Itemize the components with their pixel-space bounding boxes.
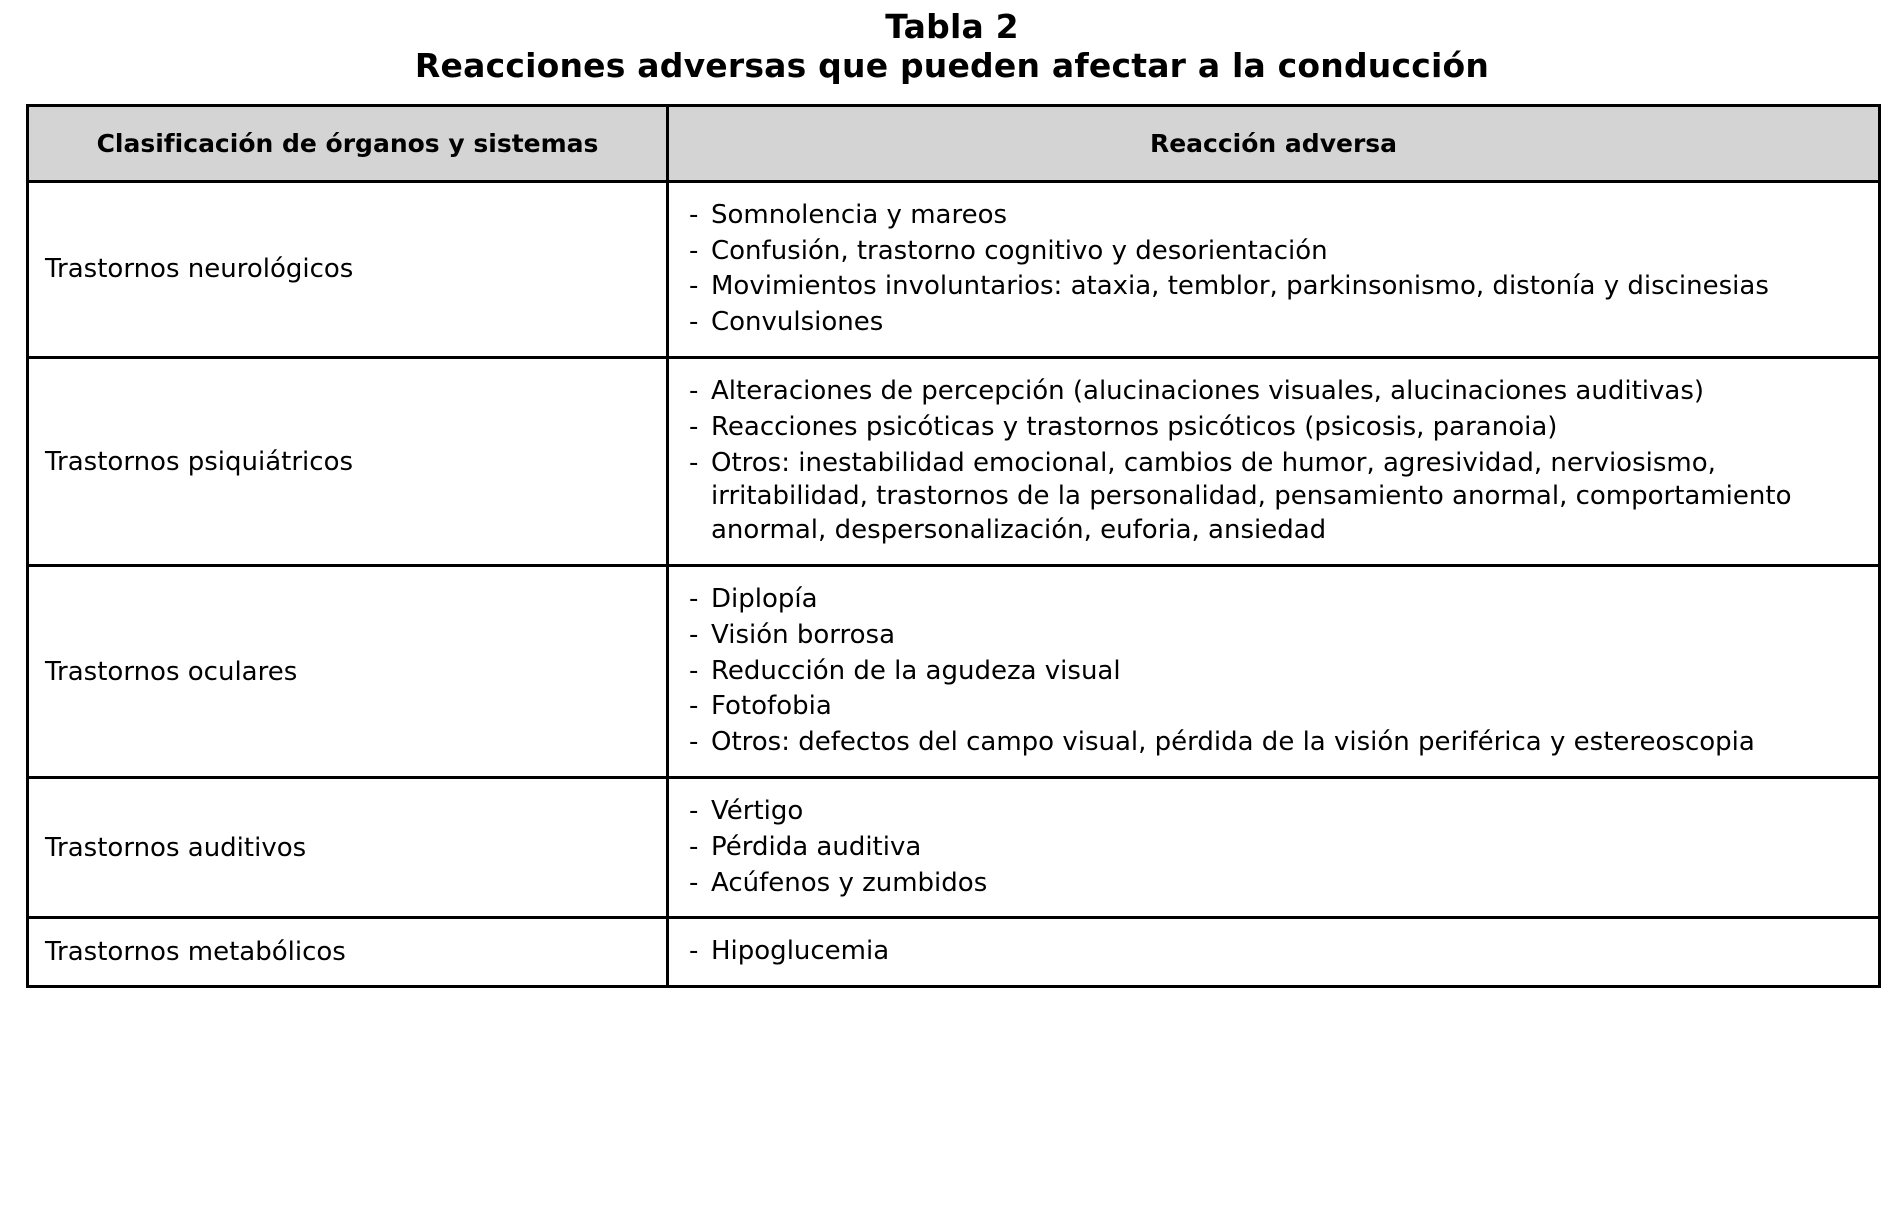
table-title-number: Tabla 2 bbox=[885, 7, 1019, 46]
list-item: - Confusión, trastorno cognitivo y desorientación bbox=[685, 235, 1862, 269]
list-item: - Vértigo bbox=[685, 795, 1862, 829]
list-item: - Alteraciones de percepción (alucinaciones visuales, alucinaciones auditivas) bbox=[685, 375, 1862, 409]
list-item: - Convulsiones bbox=[685, 306, 1862, 340]
table-row bbox=[28, 566, 1880, 778]
cell-classification: Trastornos auditivos bbox=[28, 778, 668, 918]
reaction-list bbox=[685, 795, 1862, 900]
table-row bbox=[28, 358, 1880, 566]
list-item: - Reacciones psicóticas y trastornos psicóticos (psicosis, paranoia) bbox=[685, 411, 1862, 445]
list-item: - Diplopía bbox=[685, 583, 1862, 617]
list-item: - Pérdida auditiva bbox=[685, 831, 1862, 865]
cell-reactions bbox=[668, 918, 1880, 987]
list-item: - Reducción de la agudeza visual bbox=[685, 655, 1862, 689]
table-header-row bbox=[28, 105, 1880, 181]
list-item: - Acúfenos y zumbidos bbox=[685, 867, 1862, 901]
table-title bbox=[26, 8, 1878, 86]
list-item: - Visión borrosa bbox=[685, 619, 1862, 653]
reaction-list bbox=[685, 935, 1862, 969]
reaction-list bbox=[685, 375, 1862, 548]
list-item: - Somnolencia y mareos bbox=[685, 199, 1862, 233]
reaction-list bbox=[685, 583, 1862, 760]
cell-reactions bbox=[668, 566, 1880, 778]
list-item: - Fotofobia bbox=[685, 690, 1862, 724]
list-item: - Otros: defectos del campo visual, pérdida de la visión periférica y estereoscopia bbox=[685, 726, 1862, 760]
table-row bbox=[28, 918, 1880, 987]
cell-classification: Trastornos neurológicos bbox=[28, 181, 668, 357]
table-row bbox=[28, 181, 1880, 357]
cell-classification: Trastornos oculares bbox=[28, 566, 668, 778]
reaction-list bbox=[685, 199, 1862, 340]
adverse-reactions-table bbox=[26, 104, 1881, 988]
cell-reactions bbox=[668, 778, 1880, 918]
list-item: - Hipoglucemia bbox=[685, 935, 1862, 969]
table-row bbox=[28, 778, 1880, 918]
table-title-caption: Reacciones adversas que pueden afectar a la conducción bbox=[414, 45, 1490, 85]
cell-reactions bbox=[668, 181, 1880, 357]
cell-classification: Trastornos psiquiátricos bbox=[28, 358, 668, 566]
list-item: - Movimientos involuntarios: ataxia, temblor, parkinsonismo, distonía y discinesias bbox=[685, 270, 1862, 304]
column-header-classification: Clasificación de órganos y sistemas bbox=[28, 105, 668, 181]
column-header-reaction: Reacción adversa bbox=[668, 105, 1880, 181]
list-item: - Otros: inestabilidad emocional, cambios de humor, agresividad, nerviosismo, irritabilidad, trastornos de la personalidad, pensamiento anormal, comportamiento anormal, despersonalización, euforia, ansiedad bbox=[685, 447, 1862, 548]
cell-reactions bbox=[668, 358, 1880, 566]
cell-classification: Trastornos metabólicos bbox=[28, 918, 668, 987]
